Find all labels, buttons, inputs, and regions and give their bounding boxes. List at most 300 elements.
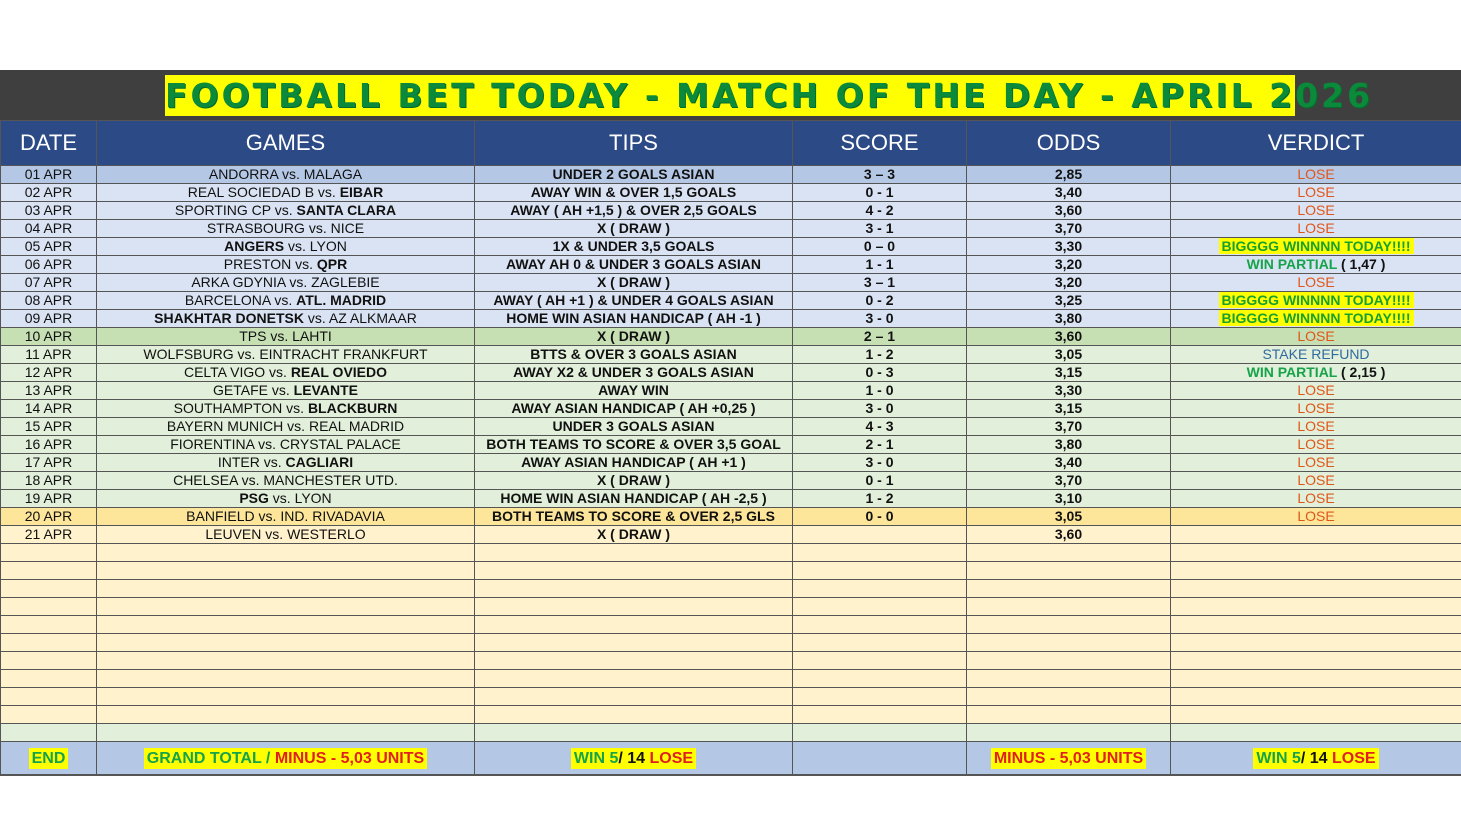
table-row: [1, 256, 1461, 274]
lose-label: LOSE: [649, 749, 694, 767]
empty-cell[interactable]: [1, 724, 97, 742]
col-header-odds[interactable]: ODDS: [967, 121, 1171, 166]
empty-cell[interactable]: [475, 652, 793, 670]
footer-row: [1, 742, 1461, 775]
tip-cell[interactable]: AWAY ( AH +1,5 ) & OVER 2,5 GOALS: [475, 202, 793, 220]
verdict-partial-value: ( 1,47 ): [1337, 256, 1386, 272]
spreadsheet: [0, 70, 1461, 776]
score-cell[interactable]: 2 – 1: [793, 328, 967, 346]
empty-cell[interactable]: [1171, 616, 1461, 634]
empty-cell[interactable]: [967, 580, 1171, 598]
game-cell[interactable]: [97, 436, 475, 454]
verdict-cell[interactable]: [1171, 382, 1461, 400]
table-row: [1, 454, 1461, 472]
footer-end-cell[interactable]: [1, 742, 97, 775]
score-cell[interactable]: [793, 526, 967, 544]
score-cell[interactable]: 2 - 1: [793, 436, 967, 454]
empty-row: [1, 634, 1461, 652]
odds-cell[interactable]: 3,30: [967, 382, 1171, 400]
empty-cell[interactable]: [967, 634, 1171, 652]
empty-cell[interactable]: [1171, 544, 1461, 562]
vs-label: vs.: [274, 202, 293, 218]
tip-cell[interactable]: BOTH TEAMS TO SCORE & OVER 3,5 GOAL: [475, 436, 793, 454]
home-team: PSG: [239, 490, 269, 506]
empty-cell[interactable]: [97, 706, 475, 724]
odds-cell[interactable]: 3,40: [967, 184, 1171, 202]
score-cell[interactable]: 0 - 3: [793, 364, 967, 382]
empty-cell[interactable]: [1, 652, 97, 670]
empty-cell[interactable]: [1, 688, 97, 706]
verdict-cell[interactable]: [1171, 310, 1461, 328]
col-header-tips[interactable]: TIPS: [475, 121, 793, 166]
table-row: [1, 436, 1461, 454]
empty-cell[interactable]: [967, 616, 1171, 634]
date-cell[interactable]: 09 APR: [1, 310, 97, 328]
tip-cell[interactable]: UNDER 3 GOALS ASIAN: [475, 418, 793, 436]
empty-cell[interactable]: [475, 580, 793, 598]
odds-cell[interactable]: 3,80: [967, 436, 1171, 454]
verdict-label: LOSE: [1297, 382, 1335, 398]
verdict-cell[interactable]: [1171, 202, 1461, 220]
date-cell[interactable]: 11 APR: [1, 346, 97, 364]
vs-label: vs.: [289, 274, 308, 290]
score-cell[interactable]: 0 - 0: [793, 508, 967, 526]
empty-cell[interactable]: [1, 670, 97, 688]
tip-cell[interactable]: X ( DRAW ): [475, 328, 793, 346]
game-cell[interactable]: [97, 166, 475, 184]
table-row: [1, 310, 1461, 328]
empty-cell[interactable]: [97, 634, 475, 652]
vs-label: vs.: [269, 364, 287, 380]
verdict-cell[interactable]: [1171, 418, 1461, 436]
empty-cell[interactable]: [967, 688, 1171, 706]
win-label: WIN: [573, 749, 606, 767]
date-cell[interactable]: 20 APR: [1, 508, 97, 526]
score-cell[interactable]: 0 - 2: [793, 292, 967, 310]
table-row: [1, 418, 1461, 436]
empty-cell[interactable]: [97, 688, 475, 706]
away-team: CRYSTAL PALACE: [279, 436, 401, 452]
away-team: BLACKBURN: [307, 400, 398, 416]
game-cell[interactable]: [97, 382, 475, 400]
empty-cell[interactable]: [97, 580, 475, 598]
empty-cell[interactable]: [475, 688, 793, 706]
game-cell[interactable]: [97, 184, 475, 202]
vs-label: vs.: [287, 418, 306, 434]
odds-cell[interactable]: 3,20: [967, 274, 1171, 292]
col-header-score[interactable]: SCORE: [793, 121, 967, 166]
verdict-lose-count: 14: [1309, 749, 1328, 767]
empty-cell[interactable]: [1171, 562, 1461, 580]
away-team: CAGLIARI: [285, 454, 354, 470]
game-cell[interactable]: [97, 238, 475, 256]
empty-cell[interactable]: [1, 580, 97, 598]
home-team: PRESTON: [223, 256, 292, 272]
date-cell[interactable]: 14 APR: [1, 400, 97, 418]
verdict-cell[interactable]: [1171, 328, 1461, 346]
score-cell[interactable]: 1 - 2: [793, 346, 967, 364]
odds-cell[interactable]: 3,70: [967, 418, 1171, 436]
verdict-cell[interactable]: [1171, 274, 1461, 292]
away-team: QPR: [316, 256, 348, 272]
date-cell[interactable]: 17 APR: [1, 454, 97, 472]
verdict-cell[interactable]: [1171, 400, 1461, 418]
empty-row: [1, 724, 1461, 742]
away-team: LEVANTE: [293, 382, 358, 398]
away-team: NICE: [330, 220, 365, 236]
empty-cell[interactable]: [97, 562, 475, 580]
empty-row: [1, 688, 1461, 706]
tip-cell[interactable]: AWAY WIN & OVER 1,5 GOALS: [475, 184, 793, 202]
tip-cell[interactable]: AWAY WIN: [475, 382, 793, 400]
game-cell[interactable]: [97, 472, 475, 490]
footer-score-cell[interactable]: [793, 742, 967, 775]
odds-cell[interactable]: 3,60: [967, 526, 1171, 544]
table-row: [1, 274, 1461, 292]
odds-cell[interactable]: 3,05: [967, 346, 1171, 364]
lose-count: 14: [627, 749, 646, 767]
verdict-cell[interactable]: [1171, 508, 1461, 526]
odds-cell[interactable]: 3,05: [967, 508, 1171, 526]
date-cell[interactable]: 05 APR: [1, 238, 97, 256]
away-team: LAHTI: [292, 328, 332, 344]
home-team: GETAFE: [213, 382, 268, 398]
empty-cell[interactable]: [1, 616, 97, 634]
date-cell[interactable]: 19 APR: [1, 490, 97, 508]
game-cell[interactable]: [97, 256, 475, 274]
empty-cell[interactable]: [1, 634, 97, 652]
empty-cell[interactable]: [793, 634, 967, 652]
away-team: EIBAR: [339, 184, 384, 200]
game-cell[interactable]: [97, 328, 475, 346]
odds-cell[interactable]: 3,15: [967, 364, 1171, 382]
empty-cell[interactable]: [475, 616, 793, 634]
verdict-cell[interactable]: [1171, 490, 1461, 508]
table-row: [1, 364, 1461, 382]
tip-cell[interactable]: UNDER 2 GOALS ASIAN: [475, 166, 793, 184]
verdict-cell[interactable]: [1171, 346, 1461, 364]
empty-cell[interactable]: [793, 580, 967, 598]
empty-cell[interactable]: [793, 652, 967, 670]
score-cell[interactable]: 4 - 3: [793, 418, 967, 436]
odds-cell[interactable]: 2,85: [967, 166, 1171, 184]
home-team: CHELSEA: [173, 472, 238, 488]
vs-label: vs.: [241, 472, 260, 488]
table-row: [1, 472, 1461, 490]
empty-cell[interactable]: [1171, 688, 1461, 706]
verdict-label: LOSE: [1297, 436, 1335, 452]
game-cell[interactable]: [97, 490, 475, 508]
tip-cell[interactable]: X ( DRAW ): [475, 526, 793, 544]
verdict-cell[interactable]: [1171, 166, 1461, 184]
vs-label: vs.: [272, 490, 291, 506]
verdict-cell[interactable]: [1171, 184, 1461, 202]
table-row: [1, 382, 1461, 400]
empty-cell[interactable]: [967, 706, 1171, 724]
vs-label: vs.: [270, 328, 289, 344]
tip-cell[interactable]: AWAY X2 & UNDER 3 GOALS ASIAN: [475, 364, 793, 382]
odds-cell[interactable]: 3,60: [967, 202, 1171, 220]
score-cell[interactable]: 3 - 0: [793, 400, 967, 418]
empty-cell[interactable]: [967, 562, 1171, 580]
empty-cell[interactable]: [97, 724, 475, 742]
empty-cell[interactable]: [1, 706, 97, 724]
col-header-date[interactable]: DATE: [1, 121, 97, 166]
vs-label: vs.: [308, 220, 327, 236]
away-team: SANTA CLARA: [296, 202, 397, 218]
home-team: WOLFSBURG: [143, 346, 234, 362]
tip-cell[interactable]: BOTH TEAMS TO SCORE & OVER 2,5 GLS: [475, 508, 793, 526]
table-row: [1, 202, 1461, 220]
verdict-cell[interactable]: [1171, 364, 1461, 382]
verdict-label: LOSE: [1297, 202, 1335, 218]
home-team: BANFIELD: [186, 508, 255, 524]
verdict-cell[interactable]: [1171, 526, 1461, 544]
date-cell[interactable]: 18 APR: [1, 472, 97, 490]
tip-cell[interactable]: AWAY ASIAN HANDICAP ( AH +0,25 ): [475, 400, 793, 418]
odds-cell[interactable]: 3,20: [967, 256, 1171, 274]
vs-label: vs.: [307, 310, 326, 326]
empty-cell[interactable]: [97, 544, 475, 562]
empty-cell[interactable]: [967, 670, 1171, 688]
date-cell[interactable]: 03 APR: [1, 202, 97, 220]
odds-cell[interactable]: 3,25: [967, 292, 1171, 310]
empty-cell[interactable]: [475, 634, 793, 652]
date-cell[interactable]: 08 APR: [1, 292, 97, 310]
away-team: LYON: [294, 490, 332, 506]
empty-cell[interactable]: [475, 706, 793, 724]
empty-cell[interactable]: [475, 724, 793, 742]
verdict-cell[interactable]: [1171, 454, 1461, 472]
empty-cell[interactable]: [1171, 634, 1461, 652]
game-cell[interactable]: [97, 418, 475, 436]
home-team: LEUVEN: [205, 526, 262, 542]
date-cell[interactable]: 02 APR: [1, 184, 97, 202]
date-cell[interactable]: 10 APR: [1, 328, 97, 346]
date-cell[interactable]: 04 APR: [1, 220, 97, 238]
home-team: REAL SOCIEDAD B: [187, 184, 315, 200]
footer-verdict-cell[interactable]: [1171, 742, 1461, 775]
game-cell[interactable]: [97, 310, 475, 328]
sheet-title: FOOTBALL BET TODAY - MATCH OF THE DAY - APRIL 2026: [165, 76, 1374, 115]
empty-row: [1, 616, 1461, 634]
date-cell[interactable]: 01 APR: [1, 166, 97, 184]
empty-cell[interactable]: [967, 724, 1171, 742]
score-cell[interactable]: 1 - 0: [793, 382, 967, 400]
empty-cell[interactable]: [475, 544, 793, 562]
game-cell[interactable]: [97, 274, 475, 292]
odds-cell[interactable]: 3,70: [967, 220, 1171, 238]
empty-cell[interactable]: [97, 616, 475, 634]
verdict-label: LOSE: [1297, 328, 1335, 344]
vs-label: vs.: [317, 184, 336, 200]
odds-cell[interactable]: 3,80: [967, 310, 1171, 328]
date-cell[interactable]: 16 APR: [1, 436, 97, 454]
score-cell[interactable]: 0 – 0: [793, 238, 967, 256]
tip-cell[interactable]: AWAY ASIAN HANDICAP ( AH +1 ): [475, 454, 793, 472]
game-cell[interactable]: [97, 202, 475, 220]
empty-cell[interactable]: [967, 544, 1171, 562]
footer-tips-cell[interactable]: [475, 742, 793, 775]
vs-label: vs.: [286, 400, 305, 416]
home-team: STRASBOURG: [206, 220, 305, 236]
vs-label: vs.: [287, 238, 306, 254]
verdict-label: LOSE: [1297, 166, 1335, 182]
empty-cell[interactable]: [97, 598, 475, 616]
table-row: [1, 220, 1461, 238]
empty-cell[interactable]: [475, 670, 793, 688]
odds-cell[interactable]: 3,30: [967, 238, 1171, 256]
empty-cell[interactable]: [1171, 724, 1461, 742]
empty-cell[interactable]: [1171, 706, 1461, 724]
verdict-label: LOSE: [1297, 400, 1335, 416]
game-cell[interactable]: [97, 400, 475, 418]
minus-label: MINUS: [274, 749, 327, 767]
score-cell[interactable]: 0 - 1: [793, 472, 967, 490]
odds-cell[interactable]: 3,40: [967, 454, 1171, 472]
home-team: ARKA GDYNIA: [191, 274, 286, 290]
col-header-games[interactable]: GAMES: [97, 121, 475, 166]
empty-cell[interactable]: [475, 598, 793, 616]
date-cell[interactable]: 07 APR: [1, 274, 97, 292]
verdict-win-label: WIN: [1256, 749, 1288, 767]
date-cell[interactable]: 12 APR: [1, 364, 97, 382]
score-cell[interactable]: 1 - 1: [793, 256, 967, 274]
empty-cell[interactable]: [793, 598, 967, 616]
tip-cell[interactable]: X ( DRAW ): [475, 220, 793, 238]
empty-row: [1, 580, 1461, 598]
table-row: [1, 292, 1461, 310]
verdict-label: LOSE: [1297, 418, 1335, 434]
verdict-label: LOSE: [1297, 490, 1335, 506]
away-team: MANCHESTER UTD.: [263, 472, 398, 488]
verdict-cell[interactable]: [1171, 220, 1461, 238]
away-team: REAL MADRID: [308, 418, 405, 434]
home-team: TPS: [239, 328, 267, 344]
empty-cell[interactable]: [793, 670, 967, 688]
away-team: LYON: [309, 238, 347, 254]
empty-cell[interactable]: [1, 562, 97, 580]
home-team: FIORENTINA: [170, 436, 255, 452]
verdict-cell[interactable]: [1171, 292, 1461, 310]
table-row: [1, 526, 1461, 544]
vs-label: vs.: [271, 382, 290, 398]
footer-odds-cell[interactable]: [967, 742, 1171, 775]
score-cell[interactable]: 3 - 1: [793, 220, 967, 238]
game-cell[interactable]: [97, 346, 475, 364]
home-team: CELTA VIGO: [183, 364, 266, 380]
away-team: MALAGA: [303, 166, 363, 182]
empty-cell[interactable]: [475, 562, 793, 580]
date-cell[interactable]: 06 APR: [1, 256, 97, 274]
verdict-label: LOSE: [1297, 220, 1335, 236]
header-row: [1, 121, 1461, 166]
empty-cell[interactable]: [1171, 580, 1461, 598]
verdict-cell[interactable]: [1171, 238, 1461, 256]
empty-cell[interactable]: [1, 598, 97, 616]
game-cell[interactable]: [97, 364, 475, 382]
odds-cell[interactable]: 3,70: [967, 472, 1171, 490]
verdict-lose-label: LOSE: [1332, 749, 1376, 767]
home-team: ANGERS: [224, 238, 285, 254]
col-header-verdict[interactable]: VERDICT: [1171, 121, 1461, 166]
verdict-cell[interactable]: [1171, 472, 1461, 490]
home-team: SHAKHTAR DONETSK: [154, 310, 305, 326]
score-cell[interactable]: 3 - 0: [793, 454, 967, 472]
tip-cell[interactable]: HOME WIN ASIAN HANDICAP ( AH -2,5 ): [475, 490, 793, 508]
empty-cell[interactable]: [1171, 652, 1461, 670]
empty-row: [1, 706, 1461, 724]
empty-cell[interactable]: [793, 544, 967, 562]
empty-cell[interactable]: [1, 544, 97, 562]
tip-cell[interactable]: BTTS & OVER 3 GOALS ASIAN: [475, 346, 793, 364]
empty-cell[interactable]: [1171, 598, 1461, 616]
game-cell[interactable]: [97, 454, 475, 472]
verdict-label: BIGGGG WINNNN TODAY!!!!: [1219, 238, 1414, 254]
tip-cell[interactable]: X ( DRAW ): [475, 274, 793, 292]
away-team: AZ ALKMAAR: [328, 310, 417, 326]
tip-cell[interactable]: HOME WIN ASIAN HANDICAP ( AH -1 ): [475, 310, 793, 328]
empty-cell[interactable]: [793, 562, 967, 580]
empty-cell[interactable]: [793, 724, 967, 742]
game-cell[interactable]: [97, 292, 475, 310]
date-cell[interactable]: 15 APR: [1, 418, 97, 436]
tip-cell[interactable]: 1X & UNDER 3,5 GOALS: [475, 238, 793, 256]
verdict-partial-value: ( 2,15 ): [1337, 364, 1386, 380]
footer-total-cell[interactable]: [97, 742, 475, 775]
empty-cell[interactable]: [967, 652, 1171, 670]
empty-cell[interactable]: [793, 706, 967, 724]
score-cell[interactable]: 3 - 0: [793, 310, 967, 328]
score-cell[interactable]: 1 - 2: [793, 490, 967, 508]
empty-cell[interactable]: [1171, 670, 1461, 688]
verdict-label: LOSE: [1297, 472, 1335, 488]
vs-label: vs.: [237, 346, 256, 362]
score-cell[interactable]: 0 - 1: [793, 184, 967, 202]
away-team: EINTRACHT FRANKFURT: [259, 346, 428, 362]
date-cell[interactable]: 21 APR: [1, 526, 97, 544]
empty-row: [1, 544, 1461, 562]
tip-cell[interactable]: AWAY AH 0 & UNDER 3 GOALS ASIAN: [475, 256, 793, 274]
verdict-label: WIN PARTIAL: [1246, 364, 1338, 380]
verdict-win-count: 5: [1291, 749, 1301, 767]
tip-cell[interactable]: X ( DRAW ): [475, 472, 793, 490]
odds-cell[interactable]: 3,60: [967, 328, 1171, 346]
tip-cell[interactable]: AWAY ( AH +1 ) & UNDER 4 GOALS ASIAN: [475, 292, 793, 310]
total-units: - 5,03 UNITS: [330, 749, 425, 767]
verdict-cell[interactable]: [1171, 436, 1461, 454]
game-cell[interactable]: [97, 220, 475, 238]
score-cell[interactable]: 3 – 1: [793, 274, 967, 292]
empty-cell[interactable]: [97, 670, 475, 688]
game-cell[interactable]: [97, 508, 475, 526]
verdict-cell[interactable]: [1171, 256, 1461, 274]
table-row: [1, 490, 1461, 508]
grand-total-label: GRAND TOTAL /: [146, 749, 271, 767]
date-cell[interactable]: 13 APR: [1, 382, 97, 400]
away-team: WESTERLO: [287, 526, 366, 542]
odds-cell[interactable]: 3,10: [967, 490, 1171, 508]
score-cell[interactable]: 3 – 3: [793, 166, 967, 184]
empty-cell[interactable]: [967, 598, 1171, 616]
empty-cell[interactable]: [793, 688, 967, 706]
odds-cell[interactable]: 3,15: [967, 400, 1171, 418]
empty-cell[interactable]: [97, 652, 475, 670]
empty-cell[interactable]: [793, 616, 967, 634]
empty-row: [1, 562, 1461, 580]
score-cell[interactable]: 4 - 2: [793, 202, 967, 220]
game-cell[interactable]: [97, 526, 475, 544]
